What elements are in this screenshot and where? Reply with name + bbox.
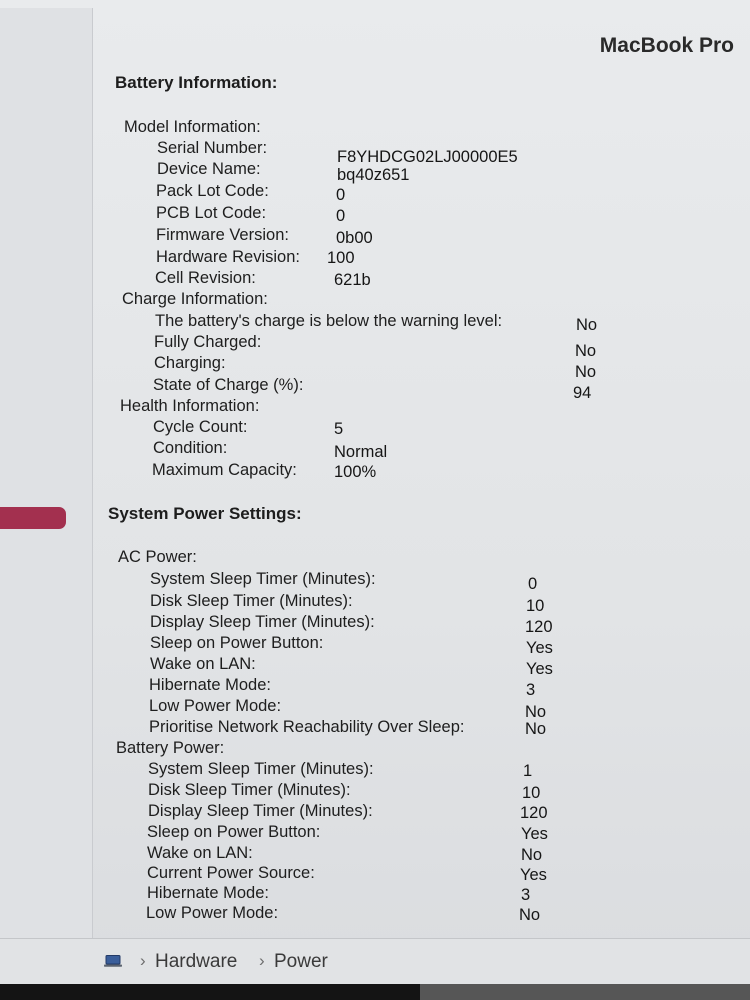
row-value: Yes — [521, 825, 548, 843]
row-value: No — [575, 342, 597, 360]
row-value: 0 — [336, 186, 346, 204]
row-value: 10 — [522, 784, 541, 802]
row-label: Condition: — [153, 439, 228, 457]
row-value: Yes — [526, 660, 553, 678]
row-value: No — [525, 703, 547, 721]
row-value: 621b — [334, 271, 371, 289]
row-value: No — [575, 363, 597, 381]
chevron-right-icon: › — [259, 951, 265, 970]
row-value: bq40z651 — [337, 166, 410, 184]
sidebar — [0, 8, 93, 938]
row-label: Cell Revision: — [155, 269, 256, 287]
row-label: State of Charge (%): — [153, 376, 304, 394]
row-label: Low Power Mode: — [146, 904, 279, 922]
row-value: 100 — [327, 249, 355, 267]
row-label: Cycle Count: — [153, 418, 248, 436]
model-information-label: Model Information: — [124, 118, 261, 136]
row-label: Hibernate Mode: — [149, 676, 271, 694]
row-value: 120 — [525, 618, 553, 636]
row-value: Normal — [334, 443, 388, 461]
row-value: No — [576, 316, 598, 334]
screen-bezel-edge — [420, 984, 750, 1000]
row-label: Fully Charged: — [154, 333, 262, 351]
row-label: Firmware Version: — [156, 226, 289, 244]
row-label: System Sleep Timer (Minutes): — [150, 570, 376, 588]
row-value: No — [525, 720, 547, 738]
row-value: 0 — [528, 575, 538, 593]
health-information-label: Health Information: — [120, 397, 260, 415]
chevron-right-icon: › — [140, 951, 146, 970]
row-label: Prioritise Network Reachability Over Sleep: — [149, 718, 465, 736]
row-label: Wake on LAN: — [147, 844, 253, 862]
row-value: 3 — [526, 681, 536, 699]
row-label: Display Sleep Timer (Minutes): — [150, 613, 375, 631]
row-label: Disk Sleep Timer (Minutes): — [148, 781, 351, 799]
row-label: Wake on LAN: — [150, 655, 256, 673]
row-value: 1 — [523, 762, 533, 780]
window-title: MacBook Pro — [599, 34, 734, 57]
breadcrumb-power[interactable]: Power — [274, 951, 328, 972]
row-value: No — [519, 906, 541, 924]
row-value: Yes — [526, 639, 553, 657]
row-label: Sleep on Power Button: — [150, 634, 324, 652]
row-value: F8YHDCG02LJ00000E5 — [337, 148, 518, 166]
row-label: Sleep on Power Button: — [147, 823, 321, 841]
sidebar-selected-item[interactable] — [0, 507, 66, 529]
row-label: PCB Lot Code: — [156, 204, 267, 222]
battery-information-heading: Battery Information: — [115, 73, 278, 92]
row-value: 10 — [526, 597, 545, 615]
row-label: Hardware Revision: — [156, 248, 300, 266]
row-value: Yes — [520, 866, 547, 884]
battery-power-label: Battery Power: — [116, 739, 225, 757]
laptop-icon — [104, 955, 122, 967]
row-label: The battery's charge is below the warning level: — [155, 312, 503, 330]
detail-pane — [93, 8, 750, 938]
row-label: Low Power Mode: — [149, 697, 282, 715]
path-bar — [0, 938, 750, 985]
system-power-settings-heading: System Power Settings: — [108, 504, 302, 523]
row-label: Hibernate Mode: — [147, 884, 269, 902]
row-label: Device Name: — [157, 160, 261, 178]
row-label: Display Sleep Timer (Minutes): — [148, 802, 373, 820]
row-label: System Sleep Timer (Minutes): — [148, 760, 374, 778]
row-value: 94 — [573, 384, 592, 402]
row-value: 0 — [336, 207, 346, 225]
row-label: Disk Sleep Timer (Minutes): — [150, 592, 353, 610]
row-value: 5 — [334, 420, 344, 438]
row-value: No — [521, 846, 543, 864]
row-value: 100% — [334, 463, 377, 481]
row-value: 3 — [521, 886, 531, 904]
breadcrumb-hardware[interactable]: Hardware — [155, 951, 238, 972]
row-label: Charging: — [154, 354, 226, 372]
ac-power-label: AC Power: — [118, 548, 197, 566]
row-value: 120 — [520, 804, 548, 822]
charge-information-label: Charge Information: — [122, 290, 268, 308]
row-value: 0b00 — [336, 229, 373, 247]
row-label: Current Power Source: — [147, 864, 315, 882]
row-label: Serial Number: — [157, 139, 268, 157]
row-label: Maximum Capacity: — [152, 461, 297, 479]
row-label: Pack Lot Code: — [156, 182, 269, 200]
